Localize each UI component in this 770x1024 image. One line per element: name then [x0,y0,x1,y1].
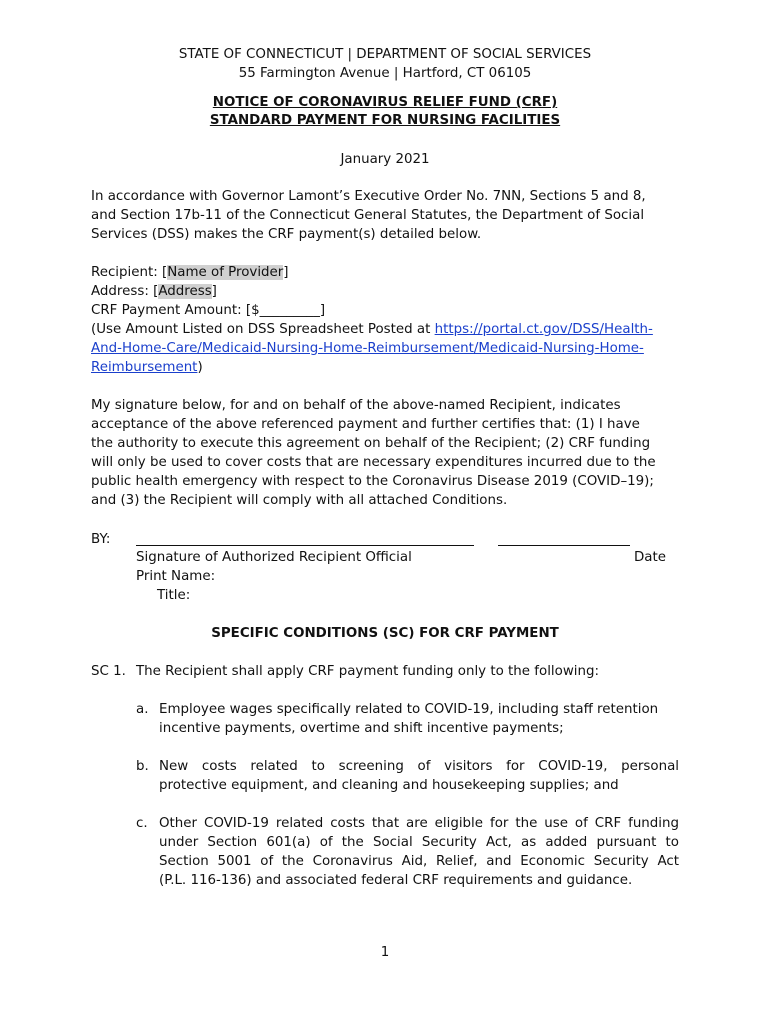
page-number: 1 [380,945,390,960]
certification-line-5: public health emergency with respect to the Coronavirus Disease 2019 (COVID–19); [91,474,654,489]
amount-note-suffix: ) [197,360,203,375]
notice-title-line2: STANDARD PAYMENT FOR NURSING FACILITIES [209,113,561,128]
address-line [91,282,217,301]
certification-line-6: and (3) the Recipient will comply with all attached Conditions. [91,493,508,508]
conditions-heading: SPECIFIC CONDITIONS (SC) FOR CRF PAYMENT [211,626,559,641]
bracket-close: ] [211,284,217,299]
print-name-label: Print Name: [136,569,216,584]
item-b-line-2: protective equipment, and cleaning and housekeeping supplies; and [159,778,619,793]
item-c-marker: c. [136,816,148,831]
item-c-line-2: under Section 601(a) of the Social Security Act, as added pursuant to [159,835,679,850]
spreadsheet-link[interactable]: And-Home-Care/Medicaid-Nursing-Home-Reimbursement/Medicaid-Nursing-Home- [91,341,644,356]
intro-line-1: In accordance with Governor Lamont’s Executive Order No. 7NN, Sections 5 and 8, [91,189,646,204]
recipient-line [91,263,289,282]
intro-line-2: and Section 17b-11 of the Connecticut General Statutes, the Department of Social [91,208,645,223]
recipient-name-field[interactable]: Name of Provider [167,265,284,280]
signature-label: Signature of Authorized Recipient Official [136,550,412,565]
amount-note-line-1 [91,320,653,339]
signature-line[interactable] [136,545,474,546]
item-c-line-1: Other COVID-19 related costs that are eligible for the use of CRF funding [159,816,679,831]
item-b-marker: b. [136,759,149,774]
date-label: Date [634,550,667,565]
amount-note-line-2 [91,339,644,358]
spreadsheet-link[interactable]: Reimbursement [91,360,198,375]
notice-title-line1: NOTICE OF CORONAVIRUS RELIEF FUND (CRF) [212,95,558,110]
item-a-line-2: incentive payments, overtime and shift incentive payments; [159,721,564,736]
item-a-marker: a. [136,702,149,717]
date-line[interactable] [498,545,630,546]
address-field[interactable]: Address [158,284,212,299]
certification-line-1: My signature below, for and on behalf of the above-named Recipient, indicates [91,398,621,413]
item-b-line-1: New costs related to screening of visitors for COVID-19, personal [159,759,679,774]
amount-note-line-3 [91,358,203,377]
sc1-text: The Recipient shall apply CRF payment funding only to the following: [136,664,600,679]
item-a-line-1: Employee wages specifically related to COVID-19, including staff retention [159,702,659,717]
bracket-open: [ [162,265,168,280]
bracket-open: [ [153,284,159,299]
agency-address-line: 55 Farmington Avenue | Hartford, CT 06105 [238,66,532,81]
spreadsheet-link[interactable]: https://portal.ct.gov/DSS/Health- [434,322,653,337]
bracket-close: ] [319,303,326,318]
amount-line [91,301,325,320]
certification-line-3: the authority to execute this agreement on behalf of the Recipient; (2) CRF funding [91,436,651,451]
sc1-number: SC 1. [91,664,126,679]
amount-field[interactable]: $_________ [251,303,320,318]
title-label: Title: [157,588,191,603]
bracket-close: ] [283,265,289,280]
item-c-line-4: (P.L. 116-136) and associated federal CRF requirements and guidance. [159,873,633,888]
bracket-open: [ [245,303,252,318]
item-c-line-3: Section 5001 of the Coronavirus Aid, Relief, and Economic Security Act [159,854,679,869]
agency-header-line: STATE OF CONNECTICUT | DEPARTMENT OF SOCIAL SERVICES [178,47,592,62]
amount-note-prefix: (Use Amount Listed on DSS Spreadsheet Posted at [91,322,435,337]
recipient-label: Recipient: [91,265,162,280]
notice-date: January 2021 [340,152,430,167]
certification-line-2: acceptance of the above referenced payment and further certifies that: (1) I have [91,417,640,432]
address-label: Address: [91,284,154,299]
by-label: BY: [91,532,111,547]
amount-label: CRF Payment Amount: [91,303,246,318]
certification-line-4: will only be used to cover costs that are necessary expenditures incurred due to the [91,455,656,470]
intro-line-3: Services (DSS) makes the CRF payment(s) detailed below. [91,227,482,242]
